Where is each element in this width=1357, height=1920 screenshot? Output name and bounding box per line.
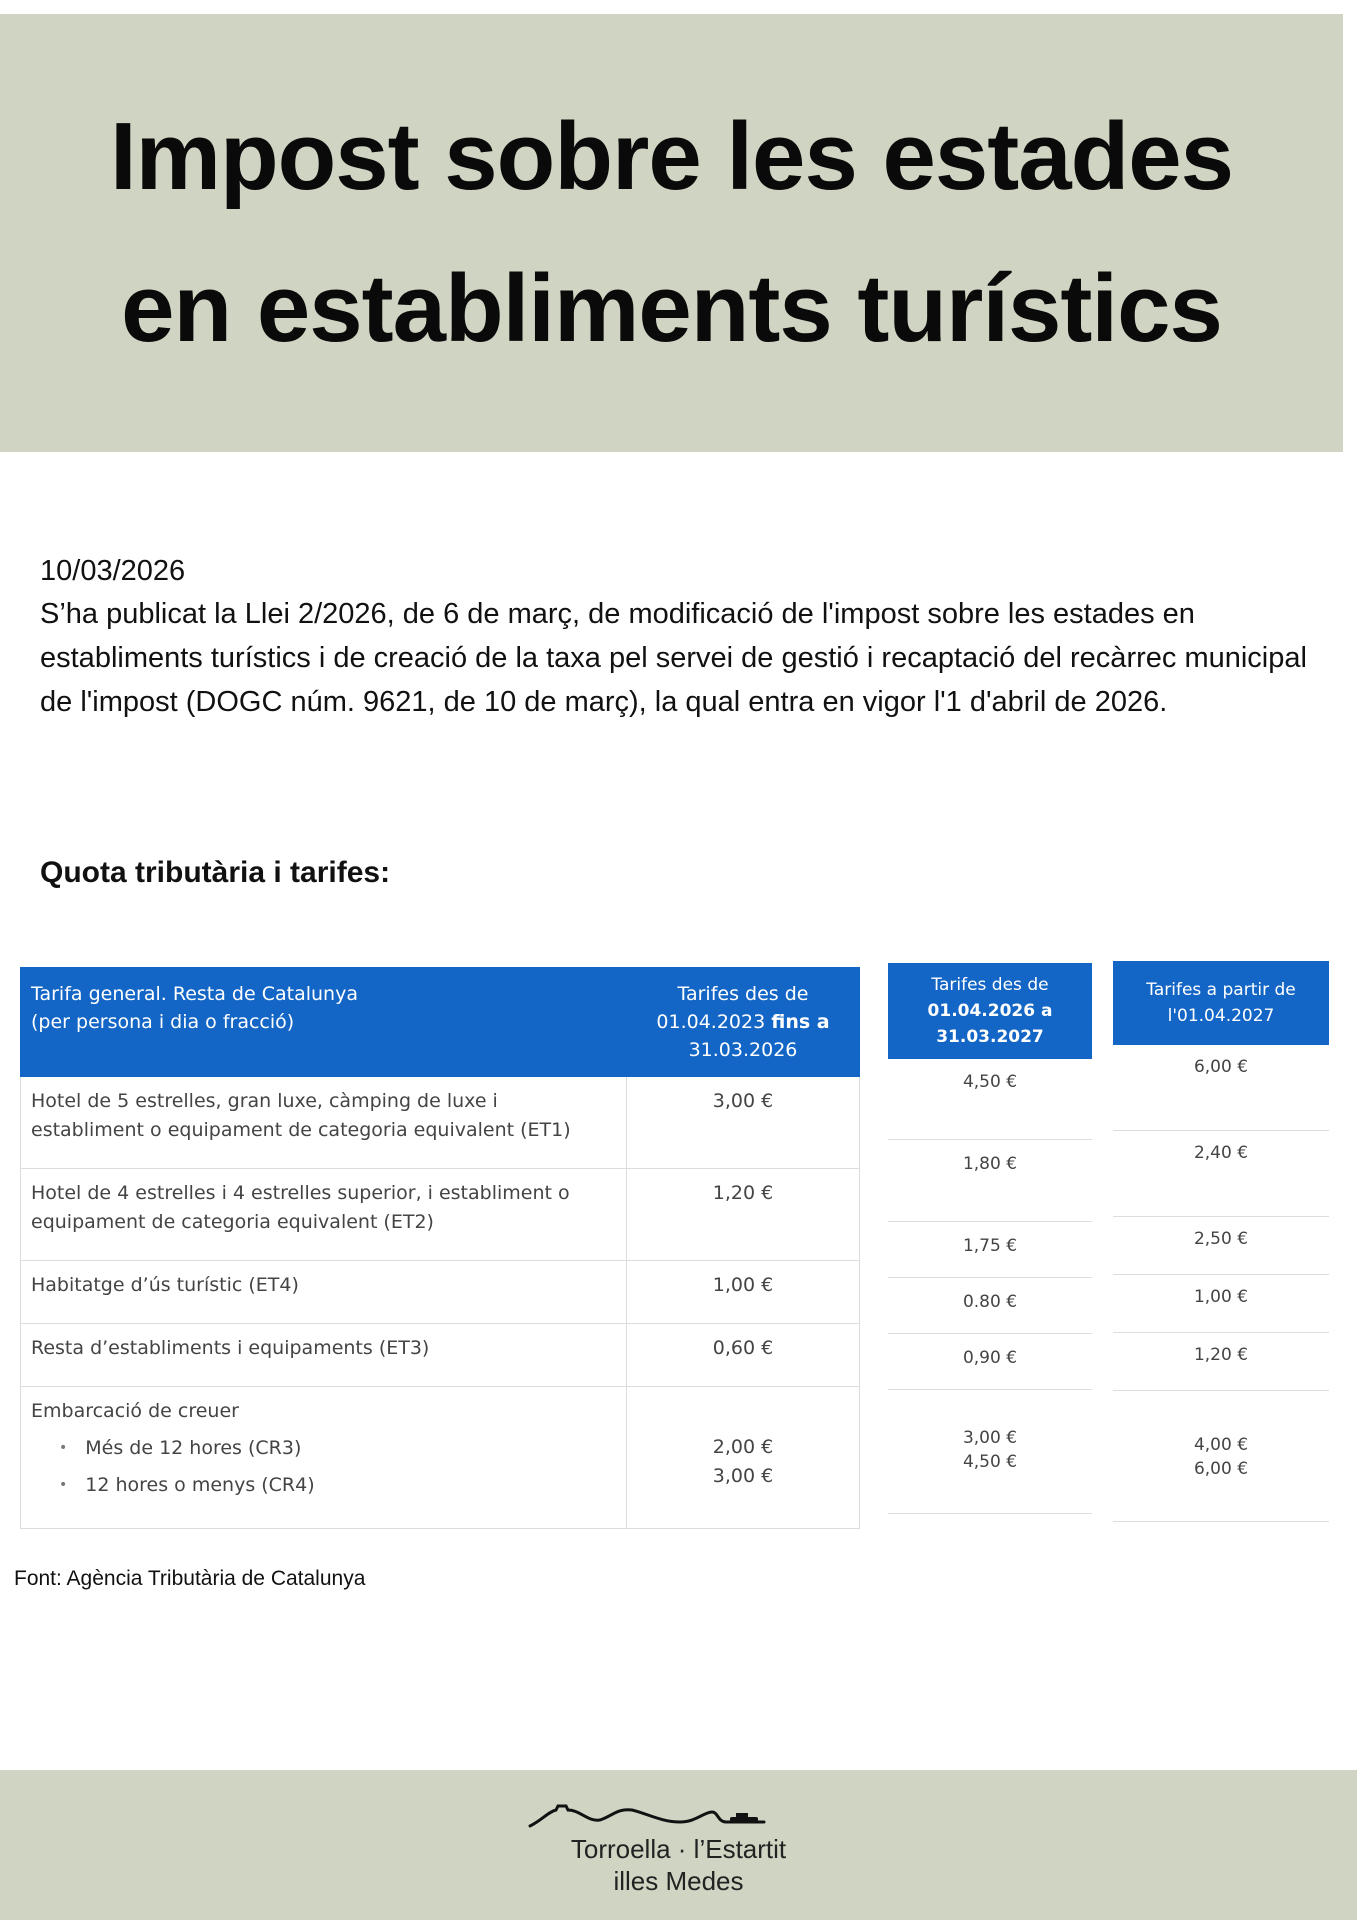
header-category [21,968,627,1077]
value-2026-et1: 4,50 € [888,1059,1092,1140]
table-row [21,1077,860,1169]
cruise-value-cr3: 2,00 € [712,1436,774,1458]
value-2027-cr4: 6,00 € [1193,1459,1249,1479]
header-category-line2: (per persona i dia o fracció) [31,1011,295,1033]
value-2027-et3b: 1,20 € [1113,1333,1329,1391]
value-2026-et3: 0.80 € [888,1278,1092,1334]
logo-line-1: Torroella · l’Estartit [570,1834,787,1864]
header-rates-2027 [1113,961,1329,1045]
coastline-logo-icon [528,1798,768,1832]
header-rates-2026 [888,963,1092,1059]
row-value: 1,00 € [627,1261,860,1324]
title-line-1: Impost sobre les estades [109,103,1234,210]
value-2026-cr4: 4,50 € [962,1452,1018,1472]
table-row [21,1169,860,1261]
page-title [110,81,1233,385]
row-label-cruise [21,1387,627,1529]
value-2027-et4: 2,50 € [1113,1217,1329,1275]
header-category-line1: Tarifa general. Resta de Catalunya [31,983,358,1005]
cruise-value-cr4: 3,00 € [712,1465,774,1487]
value-2026-et4: 1,75 € [888,1222,1092,1278]
logo-line-2: illes Medes [613,1866,744,1896]
header-2023-c: fins a [771,1011,830,1033]
value-2026-cruise [888,1390,1092,1514]
title-banner [0,14,1343,452]
header-2026-c: 31.03.2027 [936,1027,1044,1047]
header-2027-b: l'01.04.2027 [1167,1006,1275,1026]
value-2026-cr3: 3,00 € [962,1428,1018,1448]
publication-date: 10/03/2026 [40,555,186,587]
footer-logo-text [0,1833,1357,1897]
row-value: 3,00 € [627,1077,860,1169]
header-2026-a: Tarifes des de [931,975,1049,995]
intro-paragraph: S’ha publicat la Llei 2/2026, de 6 de març, de modificació de l'impost sobre les estades en establiments turístics i de creació de la taxa pel servei de gestió i recaptació del recàrrec municipal de l'impost (DOGC núm. 9621, de 10 de març), la qual entra en vigor l'1 d'abril de 2026. [40,598,1307,718]
row-value: 0,60 € [627,1324,860,1387]
table-row [21,1261,860,1324]
header-2023-b: 01.04.2023 [656,1011,766,1033]
source-note: Font: Agència Tributària de Catalunya [14,1567,366,1590]
row-label: Hotel de 4 estrelles i 4 estrelles superior, i establiment o equipament de categoria equivalent (ET2) [21,1169,627,1261]
rates-2026-column [888,963,1092,1514]
value-2027-cruise [1113,1391,1329,1522]
table-header-row [21,968,860,1077]
header-2026-b: 01.04.2026 a [927,1001,1053,1021]
cruise-item-cr3: • Més de 12 hores (CR3) [31,1434,616,1463]
value-2026-et3b: 0,90 € [888,1334,1092,1390]
table-row [21,1324,860,1387]
cruise-label: Embarcació de creuer [31,1400,239,1422]
rates-table [20,967,860,1529]
value-2027-et1: 6,00 € [1113,1045,1329,1131]
row-label: Hotel de 5 estrelles, gran luxe, càmping de luxe i establiment o equipament de categoria equivalent (ET1) [21,1077,627,1169]
row-label: Habitatge d’ús turístic (ET4) [21,1261,627,1324]
rates-2027-column [1113,961,1329,1522]
section-heading: Quota tributària i tarifes: [40,856,391,889]
title-line-2: en establiments turístics [121,255,1222,362]
header-2023-a: Tarifes des de [677,983,809,1005]
value-2027-cr3: 4,00 € [1193,1435,1249,1455]
value-2026-et2: 1,80 € [888,1140,1092,1222]
cruise-item-cr4: • 12 hores o menys (CR4) [31,1471,616,1500]
row-label: Resta d’establiments i equipaments (ET3) [21,1324,627,1387]
row-value-cruise [627,1387,860,1529]
value-2027-et2: 2,40 € [1113,1131,1329,1217]
header-rates-2023 [627,968,860,1077]
header-2027-a: Tarifes a partir de [1146,980,1296,1000]
header-2023-d: 31.03.2026 [688,1039,798,1061]
row-value: 1,20 € [627,1169,860,1261]
value-2027-et3: 1,00 € [1113,1275,1329,1333]
table-row-cruise [21,1387,860,1529]
